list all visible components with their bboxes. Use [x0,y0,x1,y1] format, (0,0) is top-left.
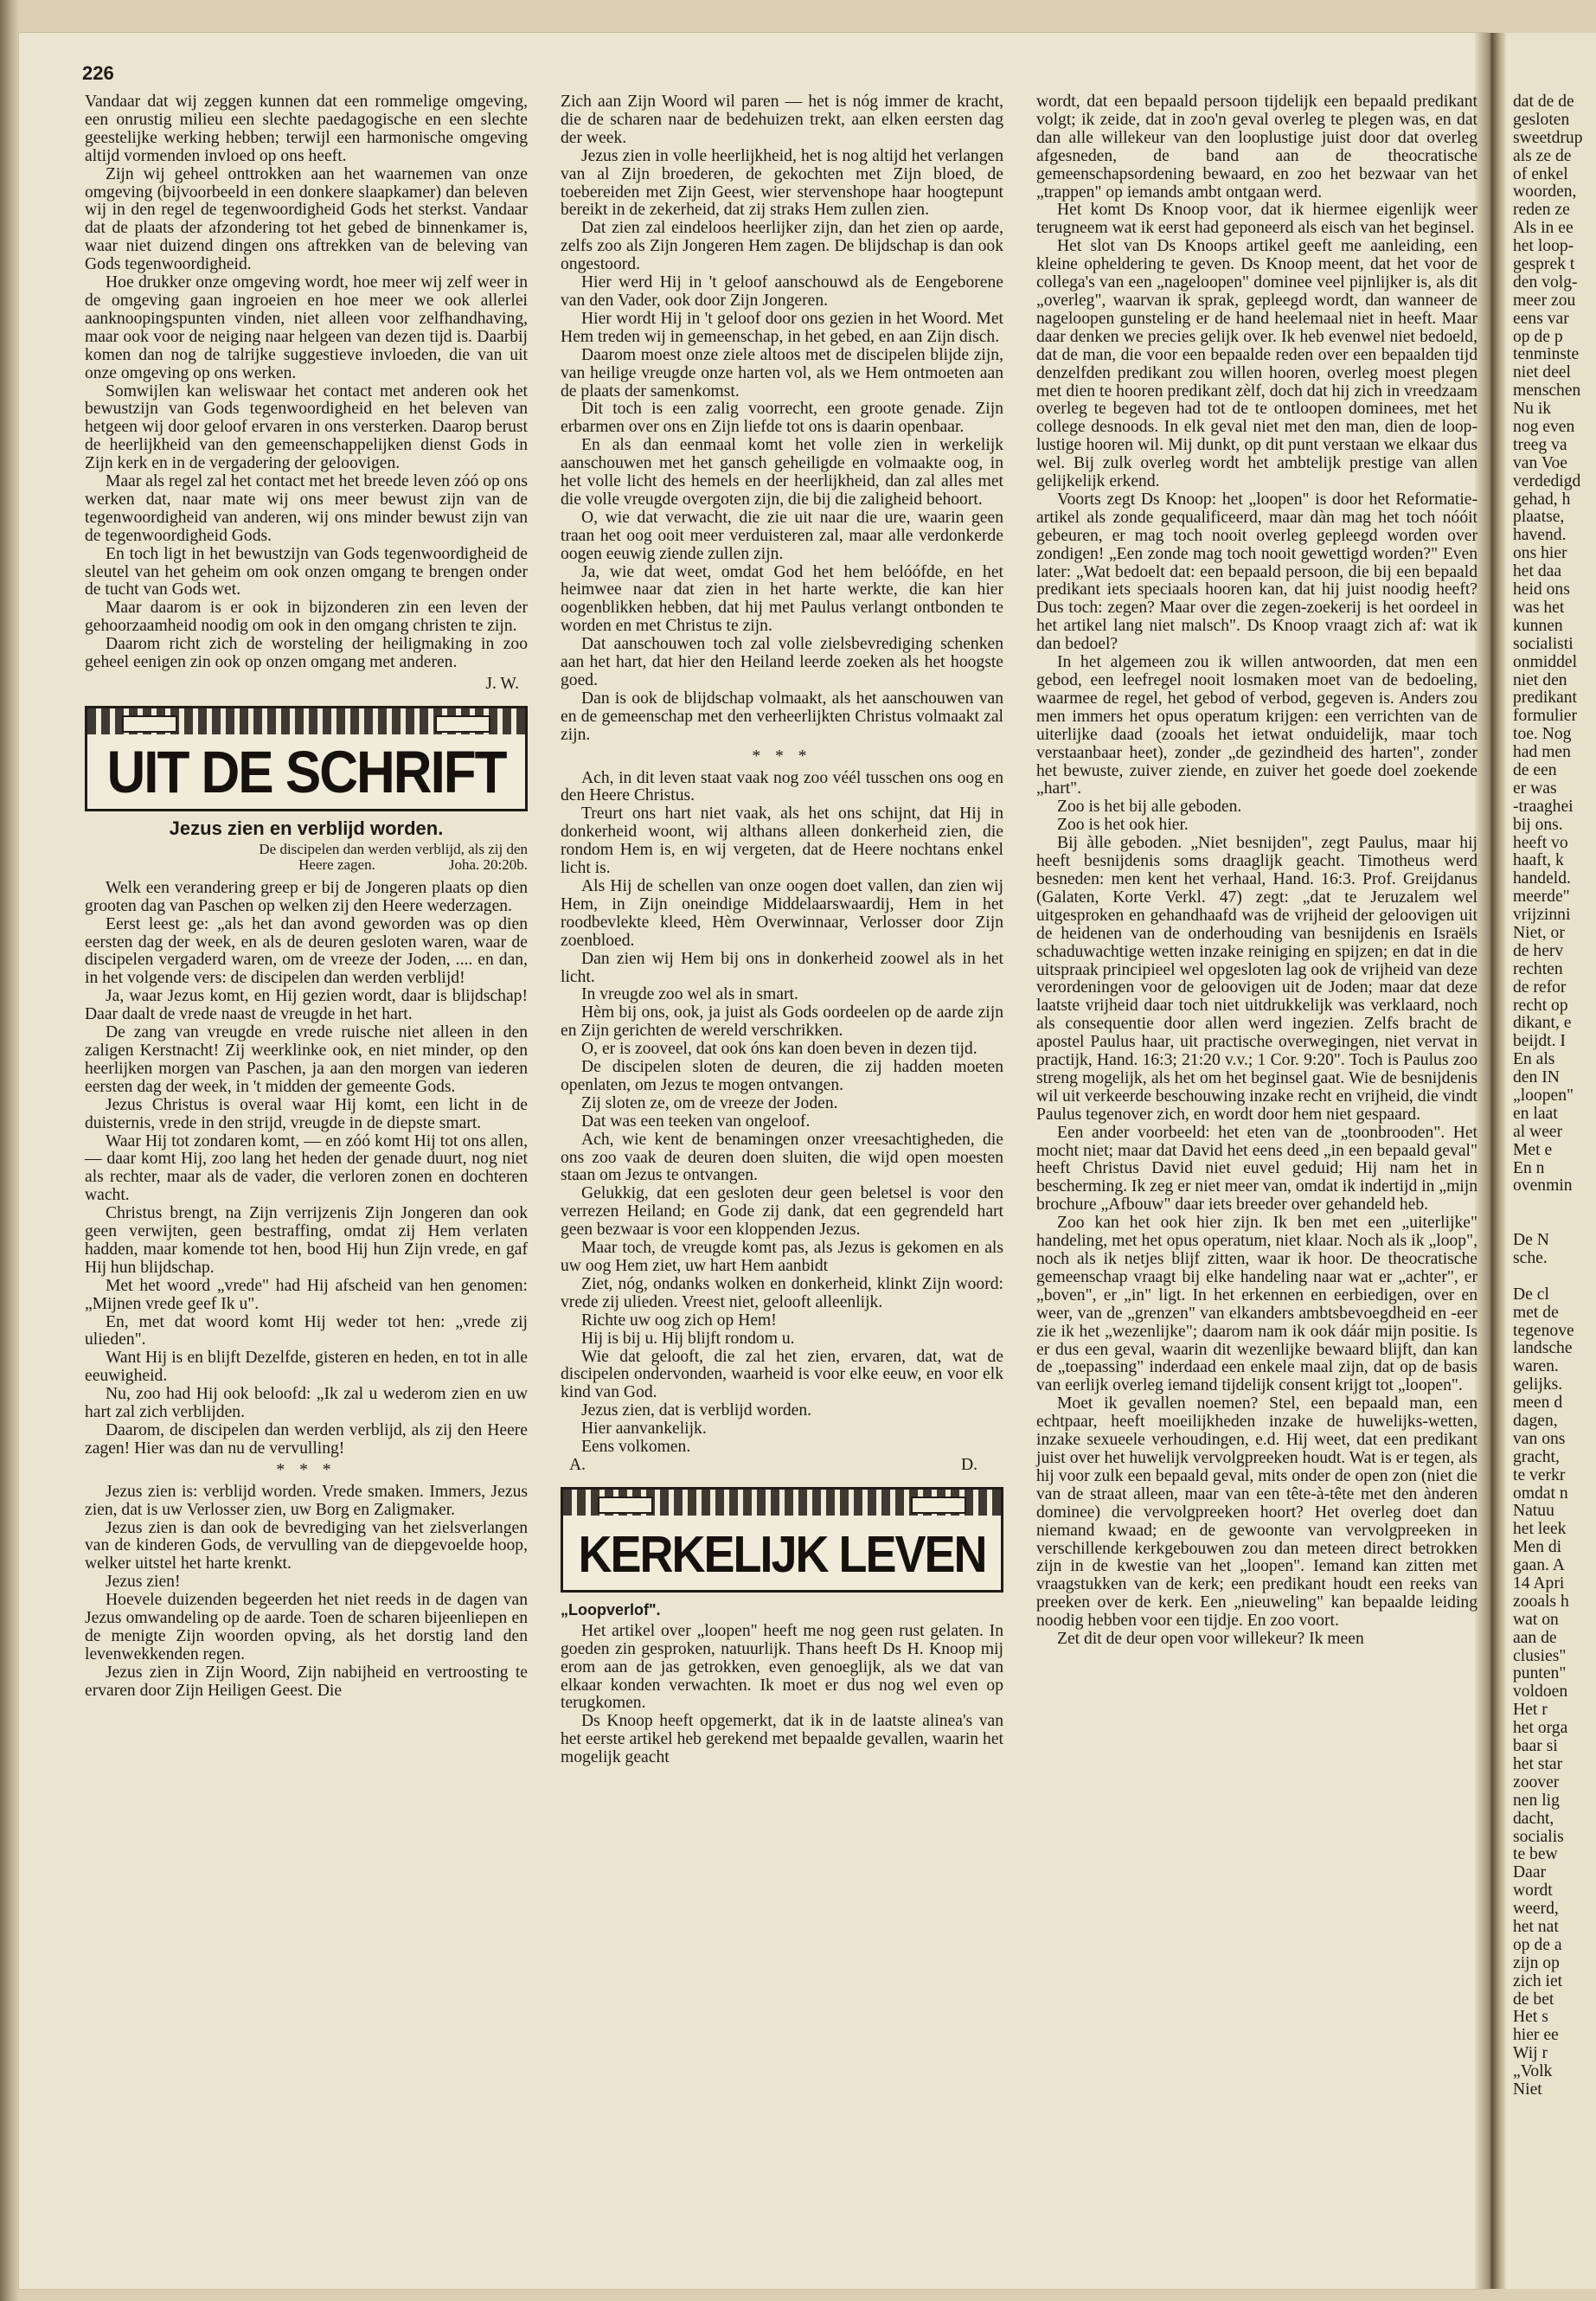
paragraph: Bij àlle geboden. „Niet besnijden", zegt Paulus, maar hij heeft besnijdenis soms draaglijk geacht. Timotheus werd besneden: men kent het verhaal, Hand. 16:3. Prof. Greijdanus (Galaten, Korte Verkl. 47) zegt: „dat te Jeruzalem wel uitgesproken en gehandhaafd was de vrijheid der geloovigen uit de heidenen van de onderhouding van besnijdenis en Israëls schaduwachtige wetten inzake reiniging en spijzen; en dat in die uitspraak principieel wel opgesloten lag ook de vrijheid van deze verordeningen voor de geloovigen uit de Joden; maar dat deze laatste vrijheid daar toch niet uitdrukkelijk was verklaard, noch als consequentie door allen werd ingezien. Zelfs bracht de apostel Paulus haar, uit practische overwegingen, niet vervat in practijk, Hand. 16:3; 21:20 v.v.; 1 Cor. 9:20". Toch is Paulus zoo streng mogelijk, als het om het beginsel gaat. Wie de besnijdenis wil uit verkeerde beschouwing inzake recht en vrijheid, die vindt Paulus tegenover zich, en wordt door hem niet gespaard. [1036,834,1477,1124]
adjacent-text-line: onmiddel [1513,653,1578,671]
paragraph: Jezus zien in volle heerlijkheid, het is nog altijd het verlangen van al Zijn broederen, de gekochten met Zijn bloed, de toebereiden met Zijn Geest, wier stervenshope haar hoogtepunt bereikt in de zekerheid, dat zij straks Hem zullen zien. [561,146,1003,220]
adjacent-text-line: Niet [1513,2080,1542,2099]
adjacent-text-line: De N [1513,1232,1549,1250]
paragraph: Zet dit de deur open voor willekeur? Ik meen [1057,1630,1364,1649]
adjacent-text-line: toe. Nog [1513,726,1572,744]
adjacent-text-line: nog even [1513,419,1575,437]
adjacent-text-line: handeld. [1513,870,1571,888]
paragraph: Hier werd Hij in 't geloof aanschouwd als de Eengeborene van den Vader, ook door Zijn Jongeren. [561,273,1003,310]
column-2 [561,93,1003,1767]
adjacent-text-line: voldoen [1513,1683,1568,1702]
adjacent-text-line: den IN [1513,1069,1560,1087]
adjacent-text-line: heeft vo [1513,834,1568,852]
adjacent-text-line: zooals h [1513,1593,1569,1611]
banner-title: UIT DE SCHRIFT [106,740,506,806]
adjacent-text-line: het loop- [1513,238,1574,256]
adjacent-text-line: was het [1513,599,1565,617]
paragraph: Christus brengt, na Zijn verrijzenis Zijn Jongeren dan ook geen verwijten, geen bestraffing, omdat zij Hem verlaten hadden, maar komende tot hen, bood Hij hun Zijn vrede, en gaf Hij hun blijdschap. [85,1204,528,1277]
adjacent-text-line: havend. [1513,527,1567,545]
adjacent-text-line: Als in ee [1513,220,1574,238]
adjacent-text-line: Natuu [1513,1503,1554,1521]
section-banner-kerkelijk-leven [561,1487,1003,1593]
banner-window-left [122,715,177,733]
adjacent-text-line: menschen [1513,382,1581,401]
paragraph: Jezus Christus is overal waar Hij komt, een licht in de duisternis, vrede in den strijd, vreugde in de diepste smart. [85,1095,528,1132]
adjacent-text-line: gelijks. [1513,1376,1563,1394]
paragraph: Ja, waar Jezus komt, en Hij gezien wordt, daar is blijdschap! Daar daalt de vrede naast de vreugde in het hart. [85,987,528,1024]
adjacent-text-line: formulier [1513,708,1577,726]
adjacent-text-line: ons hier [1513,545,1567,563]
adjacent-text-line: 14 Apri [1513,1575,1565,1593]
adjacent-text-line: het star [1513,1755,1563,1773]
adjacent-text-line: plaatse, [1513,509,1565,527]
paragraph: Dat zien zal eindeloos heerlijker zijn, dan het zien op aarde, zelfs zoo als Zijn Jongeren Hem zagen. De blijdschap is dan ook ongestoord. [561,219,1003,274]
paragraph: Dat aanschouwen toch zal volle zielsbevrediging schenken aan het hart, dat hier den Heiland leerde zoeken als het hoogste goed. [561,635,1003,689]
column-2-paragraphs [561,93,1003,745]
paragraph: Daarom richt zich de worsteling der heiligmaking in zoo geheel eenigen zin ook op onzen omgang met anderen. [85,635,528,672]
adjacent-text-line: van ons [1513,1430,1566,1448]
adjacent-text-line: predikant [1513,689,1577,708]
adjacent-text-line: bij ons. [1513,816,1563,834]
adjacent-text-line: ovenmin [1513,1177,1573,1195]
motto-line: De discipelen dan werden verblijd, als zij den [259,840,528,857]
page-number: 226 [82,62,114,84]
adjacent-text-line: dacht, [1513,1810,1554,1828]
paragraph: Richte uw oog zich op Hem! [581,1311,777,1330]
paragraph: Zoo kan het ook hier zijn. Ik ben met een „uiterlijke" handeling, met het opus operatum, niet klaar. Noch als ik „loop", noch als ik netjes blijf zitten, waar ik hoor. De theocratische gemeenschap vraagt bij elke handeling naar wat er „achter", er „boven", er „in" ligt. In het erkennen en eerbiedigen, over en weer, van de „grenzen" van elkanders ambtsbevoegdheid en -eer zie ik het „wezenlijke"; daarom nam ik ook dáár mijn positie. Is er dus een geval, waarin dit wezenlijke bewaard blijft, dan kan de „toepassing" inderdaad een enkele maal zijn, dat op de basis van eerlijk overleg iemand tijdelijk consent krijgt tot „loopen". [1036,1214,1477,1395]
signature-ad [561,1457,1003,1475]
paragraph: Ds Knoop heeft opgemerkt, dat ik in de laatste alinea's van het eerste artikel heb gerekend met bepaalde gevallen, waarin het mogelijk geacht [561,1712,1003,1767]
adjacent-text-line: reden ze [1513,202,1570,220]
adjacent-text-line: zich iet [1513,1972,1563,1990]
adjacent-text-line: wat on [1513,1611,1559,1629]
adjacent-text-line: Wij r [1513,2045,1548,2063]
adjacent-text-line: gesprek t [1513,256,1575,274]
paragraph: In vreugde zoo wel als in smart. [581,985,798,1004]
adjacent-text-line: baar si [1513,1738,1558,1756]
adjacent-text-line: aan de [1513,1629,1557,1647]
adjacent-text-line: dagen, [1513,1413,1558,1431]
adjacent-text-line: verdedigd [1513,472,1581,490]
adjacent-page-column [1513,93,1596,2099]
adjacent-text-line: En n [1513,1159,1545,1177]
adjacent-text-line: eens var [1513,310,1569,328]
paragraph: Hij is bij u. Hij blijft rondom u. [581,1329,795,1348]
paragraph: De discipelen sloten de deuren, die zij hadden moeten openlaten, om Jezus te mogen ontvangen. [561,1058,1003,1094]
paragraph: Ja, wie dat weet, omdat God het hem belóófde, en het heimwee naar dat zien in het harte werkte, die kan hier oogenblikken hebben, dat hij met Paulus verlangt ontbonden te worden en met Christus te zijn. [561,562,1003,636]
paragraph: Eerst leest ge: „als het dan avond geworden was op dien eersten dag der week, en als de deuren gesloten waren, waar de discipelen vergaderd waren, om de vreeze der Joden, .... en dan, in het volgende vers: de discipelen dan werden verblijd! [85,914,528,988]
adjacent-text-line: er was [1513,779,1557,798]
motto-line: Heere zagen. Joha. 20:20b. [298,856,528,873]
adjacent-text-line: te verkr [1513,1466,1566,1484]
paragraph: De zang van vreugde en vrede ruische niet alleen in den zaligen Kerstnacht! Zij weerklinke ook, en niet minder, op den heerlijken morgen van Paschen, ja aan den morgen van iederen eersten dag der week, in 't midden der gemeente Gods. [85,1023,528,1096]
adjacent-text-line: niet den [1513,671,1567,689]
paragraph: Eens volkomen. [581,1438,691,1457]
adjacent-text-line: tegenove [1513,1322,1574,1340]
paragraph: Vandaar dat wij zeggen kunnen dat een rommelige omgeving, een onrustig milieu een slechte paedagogische en een slechte geestelijke werking hebben; terwijl een harmonische omgeving altijd vormenden invloed op ons heeft. [85,93,528,165]
paragraph: Voorts zegt Ds Knoop: het „loopen" is door het Reformatie-artikel als zonde gequalificeerd, maar dàn mag het toch nóóit gebeuren, er mag toch nooit overleg gepleegd worden over zondigen! „Een zonde mag toch nooit gewettigd worden?" Even later: „Wat bedoelt dat: een bepaald persoon, die bij een bepaald predikant iets speciaals hooren kan, dat hij juist noodig heeft? Dus toch: zegen? Maar over die zegen-zoekerij is het oordeel in het artikel lang niet malsch". Ds Knoop vraagt zich af: wat ik dan bedoel? [1036,490,1477,654]
adjacent-page-fragment [1506,33,1596,2289]
paragraph: Het komt Ds Knoop voor, dat ik hiermee eigenlijk weer terugneem wat ik eerst had geponeerd als eisch van het beginsel. [1036,201,1477,238]
adjacent-text-line: gehad, h [1513,490,1571,509]
adjacent-text-line: En als [1513,1051,1555,1069]
adjacent-text-line: te bew [1513,1846,1558,1864]
signature-jw: J. W. [485,675,519,693]
paragraph: Zijn wij geheel onttrokken aan het waarnemen van onze omgeving (bijvoorbeeld in een donkere slaapkamer) dan beleven wij in den regel de tegenwoordigheid Gods het sterkst. Vandaar dat de plaats der afzondering tot het gebed de binnenkamer is, waar niet duizend dingen ons aftrekken van de beleving van Gods tegenwoordigheid. [85,164,528,274]
article-title: „Loopverlof". [561,1600,661,1618]
signature-initial-d: D. [960,1455,977,1474]
adjacent-text-line: woorden, [1513,183,1577,202]
adjacent-text-line: De cl [1513,1285,1549,1304]
adjacent-text-line: waren. [1513,1358,1559,1376]
paragraph: Ach, wie kent de benamingen onzer vreesachtigheden, die ons zoo vaak de deuren doen sluiten, die wijd open moesten staan om Jezus te ontvangen. [561,1130,1003,1185]
adjacent-text-line [1513,1214,1596,1232]
column-3-paragraphs [1036,93,1477,1649]
paragraph: Dan zien wij Hem bij ons in donkerheid zoowel als in het licht. [561,949,1003,986]
adjacent-text-line: de een [1513,761,1557,779]
adjacent-text-line: tenminste [1513,346,1580,364]
adjacent-text-line: -traaghei [1513,798,1574,816]
adjacent-text-line: het daa [1513,563,1562,581]
banner-window-left [598,1497,653,1514]
paragraph: Jezus zien in Zijn Woord, Zijn nabijheid en vertroosting te ervaren door Zijn Heiligen Geest. Die [85,1663,528,1700]
column-1-paragraphs [85,93,528,672]
adjacent-text-line: en laat [1513,1105,1558,1123]
paragraph: Zoo is het bij alle geboden. [1057,798,1242,817]
adjacent-text-line: of enkel [1513,165,1568,183]
article-paragraphs-continued [85,1484,528,1701]
paragraph: Waar Hij tot zondaren komt, — en zóó komt Hij tot ons allen, — daar komt Hij, zoo lang het heden der genade duurt, nog niet als rechter, maar als de vader, die verloren zonen en dochteren wacht. [85,1131,528,1205]
adjacent-text-line: van Voe [1513,454,1567,472]
adjacent-text-line: gesloten [1513,111,1570,129]
section-separator: * * * [276,1460,337,1479]
article-title: Jezus zien en verblijd worden. [169,817,444,839]
adjacent-text-line: Met e [1513,1141,1553,1159]
adjacent-text-line [1513,1195,1596,1214]
paragraph: Dan is ook de blijdschap volmaakt, als het aanschouwen van en de gemeenschap met den verheerlijkten Christus volmaakt zal zijn. [561,689,1003,744]
paragraph: En, met dat woord komt Hij weder tot hen: „vrede zij ulieden". [85,1312,528,1349]
paragraph: Maar daarom is er ook in bijzonderen zin een leven der gehoorzaamheid noodig om ook in den omgang christen te zijn. [85,599,528,636]
adjacent-text-line: op de p [1513,328,1563,346]
adjacent-text-line: socialis [1513,1828,1564,1846]
adjacent-text-line: Het r [1513,1702,1548,1720]
adjacent-text-line: als ze de [1513,147,1572,165]
paragraph: Zich aan Zijn Woord wil paren — het is nóg immer de kracht, die de scharen naar de bedehuizen trekt, aan elken eersten dag der week. [561,93,1003,147]
adjacent-text-line: met de [1513,1304,1559,1322]
adjacent-text-line: dikant, e [1513,1015,1572,1033]
adjacent-text-line: gaan. A [1513,1557,1565,1575]
paragraph: O, wie dat verwacht, die zie uit naar die ure, waarin geen traan het oog ooit meer verduisteren zal, maar alle verdonkerde oogen eeuwig ziende zullen zijn. [561,508,1003,563]
adjacent-text-line: op de a [1513,1936,1562,1954]
paragraph: In het algemeen zou ik willen antwoorden, dat men een gebod, een leefregel nooit losmaken moet van de bedoeling, waarmee de regel, het gebod of verbod, gegeven is. Anders zou men immers het opus operatum krijgen: een verrichten van de uiterlijke daad (zooals het ietwat onduidelijk, maar toch verstaanbaar heet), zonder „de gezindheid des harten", zonder het bewuste, zuiver ziende, en zuiver het goede doel zoekende „hart". [1036,653,1477,798]
adjacent-text-line: Daar [1513,1864,1547,1882]
adjacent-text-line: al weer [1513,1123,1563,1141]
adjacent-text-line: haaft, k [1513,852,1564,870]
section-banner-uit-de-schrift [85,706,528,811]
adjacent-text-line: had men [1513,744,1571,762]
paragraph: Hoevele duizenden begeerden het niet reeds in de dagen van Jezus omwandeling op de aarde. Toen de scharen bijeenliepen en de menigte Zijn woorden opving, als het dorstig land den levenwekkenden regen. [85,1591,528,1663]
adjacent-text-line: wordt [1513,1882,1553,1900]
paragraph: Treurt ons hart niet vaak, als het ons schijnt, dat Hij in donkerheid woont, wij althans alleen donkerheid zien, die rondom Hem is, en wij vergeten, dat de Heere nochtans enkel licht is. [561,804,1003,878]
paragraph: Jezus zien! [106,1573,181,1592]
adjacent-text-line: de bet [1513,1990,1554,2009]
paragraph: Ziet, nóg, ondanks wolken en donkerheid, klinkt Zijn woord: vrede zij ulieden. Vreest niet, gelooft alleenlijk. [561,1274,1003,1311]
paragraph: O, er is zooveel, dat ook óns kan doen beven in dezen tijd. [581,1040,977,1059]
adjacent-text-line: sche. [1513,1250,1548,1267]
paragraph: Moet ik gevallen noemen? Stel, een bepaald man, een echtpaar, heeft moeilijkheden inzake de huwelijks-wetten, inzake sexueele verhoudingen, e.d. Hij weet, dat een predikant juist over het huwelijk vervolgpreeken houdt. Wat is er tegen, als hij voor zulk een bepaald geval, mits onder de open zon (niet die van de straat alleen, maar van een tête-à-tête met den ànderen dominee) die vervolgpreeken hoort? Het overleg doet dan niemand kwaad; en de gewoonte van vervolgpreeken in verschillende kerkgebouwen zou dan meteen direct betrokken zijn in de kwestie van het „loopen". Iemand kan zitten met vraagstukken van de kerk; een predikant houdt een reeks van preeken over de kerk. Een „nieuweling" kan bepaalde leiding noodig hebben voor een tijdje. En zoo voort. [1036,1394,1477,1631]
paragraph: Want Hij is en blijft Dezelfde, gisteren en heden, en tot in alle eeuwigheid. [85,1349,528,1386]
page-gutter [1475,33,1506,2289]
adjacent-text-line: Het s [1513,2009,1548,2027]
paragraph: Wie dat gelooft, die zal het zien, ervaren, dat, wat de discipelen ondervonden, waarheid is voor elke eeuw, en voor elk kind van God. [561,1347,1003,1402]
adjacent-text-line: „loopen" [1513,1086,1574,1105]
paragraph: Maar toch, de vreugde komt pas, als Jezus is gekomen en als uw oog Hem ziet, uw hart Hem aanbidt [561,1239,1003,1275]
adjacent-text-line: het leek [1513,1521,1567,1539]
paragraph: Welk een verandering greep er bij de Jongeren plaats op dien grooten dag van Paschen op welken zij den Heere wederzagen. [85,878,528,915]
paragraph: Nu, zoo had Hij ook beloofd: „Ik zal u wederom zien en uw hart zal zich verblijden. [85,1385,528,1422]
paragraph: Zoo is het ook hier. [1057,816,1189,835]
article-motto [85,842,528,873]
article-paragraphs [85,880,528,1458]
paragraph: Daarom moest onze ziele altoos met de discipelen blijde zijn, van heilige vreugde onze harten vol, als we Hem ontmoeten aan de plaats der samenkomst. [561,345,1003,401]
adjacent-text-line: den volg- [1513,273,1578,292]
adjacent-text-line: Niet, or [1513,924,1565,942]
banner-window-right [911,1497,966,1514]
adjacent-text-line: beijdt. I [1513,1033,1566,1051]
adjacent-text-line: Nu ik [1513,401,1552,419]
paragraph: Somwijlen kan weliswaar het contact met anderen ook het bewustzijn van Gods tegenwoordigheid en het beleven van hetgeen wij door geloof ervaren in ons versterken. Daarop berust de heerlijkheid van den gemeenschappelijken dienst Gods in Zijn kerk en in de vergadering der geloovigen. [85,381,528,473]
adjacent-text-line: heid ons [1513,581,1570,599]
column-1 [85,93,528,1701]
paragraph: Hoe drukker onze omgeving wordt, hoe meer wij zelf weer in de omgeving gaan ingroeien en hoe meer we ook allerlei aanknoopingspunten vinden, niet alleen voor zelfhandhaving, maar ook voor de neiging naar helgeen van dezen tijd is. Daarbij komen dan nog de talrijke suggestieve invloeden, die van uit onze omgeving op ons werken. [85,273,528,382]
paragraph: En als dan eenmaal komt het volle zien in werkelijk aanschouwen met het gansch geheiligde en volmaakte oog, in het volle licht des hemels en der heerlijkheid, dan zal alles met die volle vreugde overgoten zijn, die bij die zaligheid behoort. [561,436,1003,509]
paragraph: Zij sloten ze, om de vreeze der Joden. [581,1093,838,1112]
adjacent-text-line: niet deel [1513,364,1571,382]
adjacent-text-line: punten" [1513,1665,1567,1683]
paragraph: Met het woord „vrede" had Hij afscheid van hen genomen: „Mijnen vrede geef Ik u". [85,1276,528,1313]
adjacent-text-line: recht op [1513,997,1568,1015]
adjacent-text-line: socialisti [1513,635,1574,653]
paragraph: Dat was een teeken van ongeloof. [581,1112,811,1131]
paragraph: Hèm bij ons, ook, ja juist als Gods oordeelen op de aarde zijn en Zijn gerichten de wereld verschrikken. [561,1003,1003,1041]
adjacent-text-line: hier ee [1513,2027,1559,2045]
paragraph: Dit toch is een zalig voorrecht, een groote genade. Zijn erbarmen over ons en Zijn liefde tot ons is daarin openbaar. [561,400,1003,437]
adjacent-text-line: rechten [1513,960,1563,978]
paragraph: Jezus zien is: verblijd worden. Vrede smaken. Immers, Jezus zien, dat is uw Verlosser zien, uw Borg en Zaligmaker. [85,1482,528,1519]
banner-title: KERKELIJK LEVEN [578,1525,986,1583]
paragraph: Ach, in dit leven staat vaak nog zoo véél tusschen ons oog en den Heere Christus. [561,768,1003,805]
article-paragraphs [561,1623,1003,1767]
signature-initial-a: A. [569,1455,586,1474]
adjacent-text-line: het orga [1513,1720,1568,1738]
adjacent-text-line: sweetdrup [1513,129,1583,147]
paragraph: Het artikel over „loopen" heeft me nog geen rust gelaten. In goeden zin gesproken, natuurlijk. Thans heeft Ds H. Knoop mij erom aan de jas getrokken, even genoeglijk, als we dat van elkaar konden verwachten. Ik moet er dus nog wel even op terugkomen. [561,1621,1003,1713]
adjacent-text-line: clusies" [1513,1647,1567,1665]
adjacent-text-line: meerde" [1513,888,1570,907]
book-spine-shadow [0,0,19,2301]
paragraph: Hier wordt Hij in 't geloof door ons gezien in het Woord. Met Hem treden wij in gemeenschap, in het gebed, en aan Zijn disch. [561,309,1003,346]
adjacent-text-line: de herv [1513,942,1564,960]
adjacent-text-line: zoover [1513,1773,1560,1791]
adjacent-text-line: vrijzinni [1513,907,1571,925]
adjacent-text-line: nen lig [1513,1791,1560,1810]
paragraph: Maar als regel zal het contact met het breede leven zóó op ons werken dat, naar mate wij ons meer bewust zijn van de tegenwoordigheid van anderen, wij ons minder bewust zijn van de tegenwoordigheid Gods. [85,472,528,545]
paragraph: wordt, dat een bepaald persoon tijdelijk een bepaald predikant volgt; ik zeide, dat in zoo'n geval overleg te plegen was, en dat dan alle willekeur van den looplustige juist door dat overleg afgesneden, de band aan de theocratische gemeenschapsordening bewaard, en zoo het bezwaar van het „trappen" op iemands ambt ontgaan werd. [1036,93,1477,202]
adjacent-text-line: het nat [1513,1918,1559,1936]
paragraph: Het slot van Ds Knoops artikel geeft me aanleiding, een kleine opheldering te geven. Ds Knoop meent, dat het voor de collega's van een „nageloopen" dominee veel pijnlijker is, als dit „overleg", waarvan ik sprak, gepleegd wordt, dan wanneer de nageloopen gunsteling er de hand heelemaal niet in heeft. Maar daar denken we precies gelijk over. Ik heb evenwel niet bedoeld, dat de man, die voor een bepaalde reden over een bepaalden tijd denzelfden predikant zou willen hooren, overleg moest plegen met dien te hooren predikant zèlf, doch dat hij zich in vreedzaam overleg te begeven had tot de te ontloopen dominees, met het college desnoods. In elk geval niet met den man, dien de loop-lustige hooren wil. Mij dunkt, op dit punt verstaan we elkaar dus wel. Bij zulk overleg wordt het ambtelijk prestige van allen gelijkelijk erkend. [1036,237,1477,491]
paragraph: Jezus zien is dan ook de bevrediging van het zielsverlangen van de kinderen Gods, de vervulling van de diepgevoelde hoop, welker uitstel het harte krenkt. [85,1518,528,1574]
section-separator: * * * [752,747,812,766]
paragraph: Daarom, de discipelen dan werden verblijd, als zij den Heere zagen! Hier was dan nu de vervulling! [85,1421,528,1458]
adjacent-text-line: kunnen [1513,617,1563,635]
paragraph: Een ander voorbeeld: het eten van de „toonbrooden". Het mocht niet; maar dat David het eens deed „in een bepaald geval" heeft Christus David niet euvel geduid; Hij nam het in bescherming. Ik zeg er niet meer van, omdat ik indertijd in „mijn brochure „Afbouw" daar iets breeder over gehandeld heb. [1036,1123,1477,1215]
adjacent-text-line: de refor [1513,978,1567,997]
adjacent-text-line: Men di [1513,1539,1562,1557]
column-2-paragraphs-continued [561,770,1003,1457]
adjacent-text-line: omdat n [1513,1484,1568,1503]
adjacent-text-line: treeg va [1513,436,1567,454]
banner-window-right [435,715,490,733]
adjacent-text-line: gracht, [1513,1448,1560,1466]
paragraph: En toch ligt in het bewustzijn van Gods tegenwoordigheid de sleutel van het geheim om ook onzen omgang te brengen onder de tucht van Gods wet. [85,544,528,599]
adjacent-text-line: meer zou [1513,292,1576,310]
paragraph: Jezus zien, dat is verblijd worden. [581,1401,812,1420]
paragraph: Hier aanvankelijk. [581,1420,707,1439]
adjacent-text-line: landsche [1513,1340,1573,1358]
adjacent-text-line: meen d [1513,1394,1563,1413]
adjacent-text-line [1513,1268,1596,1286]
column-3 [1036,93,1477,1649]
paragraph: Gelukkig, dat een gesloten deur geen beletsel is voor den verrezen Heiland; en Gode zij dank, dat een gegrendeld hart geen bezwaar is voor een kloppenden Jezus. [561,1184,1003,1240]
adjacent-text-line: „Volk [1513,2063,1553,2081]
adjacent-text-line: zijn op [1513,1954,1560,1972]
adjacent-text-line: dat de de [1513,93,1574,111]
paragraph: Als Hij de schellen van onze oogen doet vallen, dan zien wij Hem, in Zijn oneindige Middelaarswaardij, Hem in het roodbevlekte kleed, Hèm Overwinnaar, Verlosser door Zijn zoenbloed. [561,876,1003,950]
adjacent-text-line: weerd, [1513,1900,1559,1919]
